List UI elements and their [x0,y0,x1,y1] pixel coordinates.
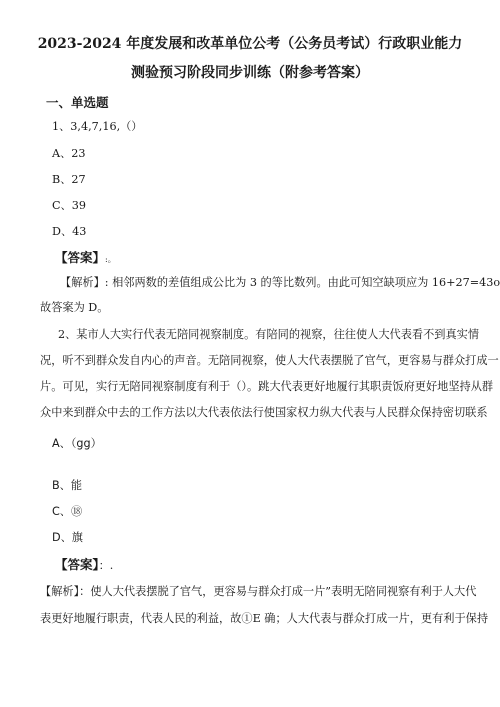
section-heading: 一、单选题 [46,95,109,110]
question-2-stem-line-2: 况，听不到群众发自内心的声音。无陪同视察，使人大代表摆脱了官气，更容易与群众打成一 [40,354,499,367]
question-1-analysis-line-2: 故答案为 D。 [40,301,109,314]
question-2-stem-line-3: 片。可见，实行无陪同视察制度有利于（）。跳大代表更好地履行其职责饭府更好地坚持从群 [40,380,494,393]
question-2-stem-line-1: 2、某市人大实行代表无陪同视察制度。有陪同的视察，往往使人大代表看不到真实情 [58,328,480,341]
question-2-stem-line-4: 众中来到群众中去的工作方法以大代表依法行使国家权力纵大代表与人民群众保持密切联系 [40,406,488,419]
question-1-option-d: D、43 [52,225,87,238]
question-1-option-a: A、23 [52,147,86,160]
question-2-option-a: A、（gg） [52,437,102,450]
question-2-option-b: B、能 [52,479,83,492]
document-title-line-2: 测验预习阶段同步训练（附参考答案） [131,65,369,81]
question-1-analysis-line-1: 【解析】: 相邻两数的差值组成公比为 3 的等比数列。由此可知空缺项应为 16+27=43o [60,276,500,289]
question-2-analysis-line-2: 表更好地履行职责，代表人民的利益，故①E 确；人大代表与群众打成一片，更有利于保持 [40,612,489,625]
question-1-option-b: B、27 [52,173,86,186]
answer-mark: :。 [105,255,116,264]
answer-label: 【答案】 [55,250,106,265]
answer-label: 【答案】 [55,557,99,572]
question-1-stem: 1、3,4,7,16,（） [52,120,143,133]
answer-mark: ：. [98,559,114,572]
question-2-answer [55,558,113,573]
question-2-option-d: D、旗 [52,531,83,544]
question-2-analysis-line-1: 【解析】：使人大代表摆脱了官气，更容易与群众打成一片”表明无陪同视察有利于人大代 [40,585,477,598]
question-2-option-c: C、⑱ [52,505,83,518]
document-title-line-1: 2023-2024 年度发展和改革单位公考（公务员考试）行政职业能力 [37,36,463,52]
question-1-option-c: C、39 [52,199,86,212]
question-1-answer [55,251,116,267]
